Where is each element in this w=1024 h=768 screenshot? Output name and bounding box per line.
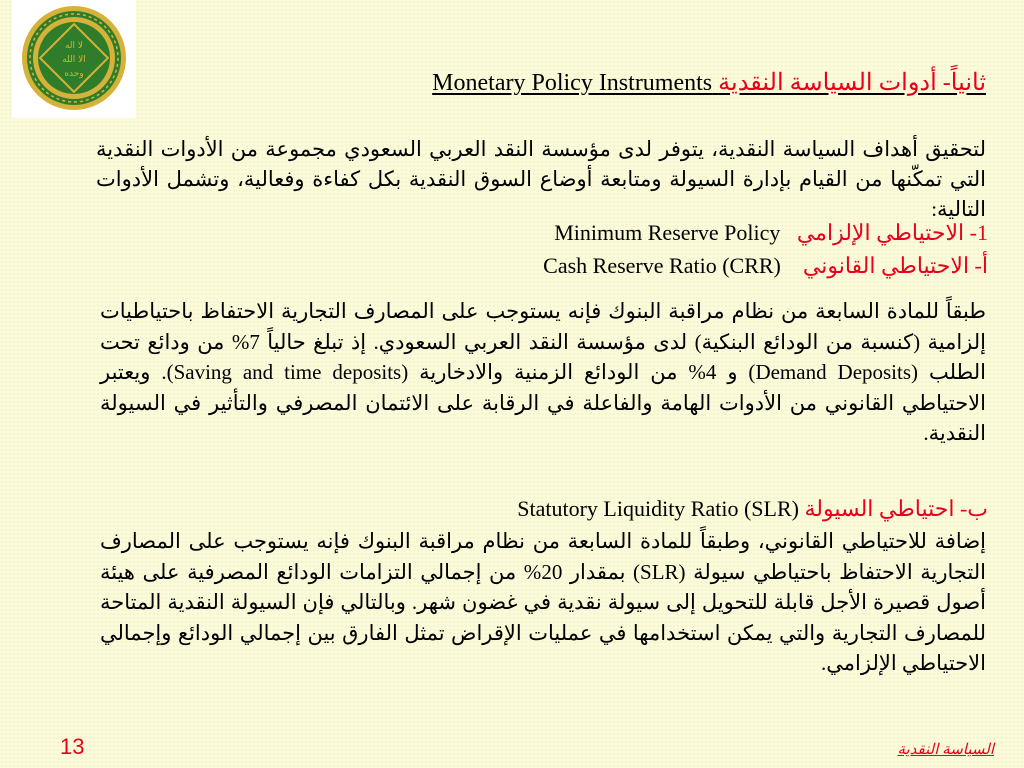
section-1a-arabic: أ- الاحتياطي القانوني [802,253,988,278]
crr-paragraph: طبقاً للمادة السابعة من نظام مراقبة البنوك فإنه يستوجب على المصارف التجارية الاحتفاظ باحتياطيات إلزامية (كنسبة من الودائع البنكية) لدى مؤسسة النقد العربي السعودي. إذ تبلغ حالياً 7% من ودائع تحت الطلب (Demand Deposits) و 4% من الودائع الزمنية والادخارية (Saving and time deposits). ويعتبر الاحتياطي القانوني من الأدوات الهامة والفاعلة في الرقابة على الائتمان المصرفي والتأثير في السيولة النقدية. [100,299,987,445]
section-1a-english: Cash Reserve Ratio (CRR) [543,253,781,278]
slr-paragraph: إضافة للاحتياطي القانوني، وطبقاً للمادة السابعة من نظام مراقبة البنوك فإنه يستوجب على المصارف التجارية الاحتفاظ باحتياطي سيولة (SLR) بمقدار 20% من إجمالي التزامات الودائع المصرفية على هيئة أصول قصيرة الأجل قابلة للتحويل إلى سيولة نقدية في غضون شهر. وبالتالي فإن السيولة النقدية المتاحة للمصارف التجارية والتي يمكن استخدامها في عمليات الإقراض تمثل الفارق بين إجمالي الودائع وإجمالي الاحتياطي الإلزامي. [100,529,987,675]
section-1b-heading [517,496,988,522]
seal-text-1: لا اله [64,41,84,51]
intro-paragraph: لتحقيق أهداف السياسة النقدية، يتوفر لدى مؤسسة النقد العربي السعودي مجموعة من الأدوات النقدية التي تمكّنها من القيام بإدارة السيولة ومتابعة أوضاع السوق النقدية بكل كفاءة وفعالية، وتشمل الأدوات التالية: [96,137,986,221]
section-1b-arabic: ب- احتياطي السيولة [804,496,988,521]
logo-container [12,0,136,118]
section-1a-heading [543,253,988,279]
section-1-arabic: 1- الاحتياطي الإلزامي [796,220,988,245]
seal-text-2: الا الله [62,55,86,65]
slide-title-arabic: ثانياً- أدوات السياسة النقدية [718,70,986,96]
slide-title [432,68,986,97]
institution-seal-icon [20,4,128,112]
footer-section-title: السياسة النقدية [897,742,994,758]
seal-text-3: وحده [64,69,84,79]
slide-title-english: Monetary Policy Instruments [432,70,713,96]
section-1-heading [554,220,988,246]
page-number: 13 [60,734,85,759]
section-1b-english: Statutory Liquidity Ratio (SLR) [517,496,799,521]
section-1-english: Minimum Reserve Policy [554,220,781,245]
